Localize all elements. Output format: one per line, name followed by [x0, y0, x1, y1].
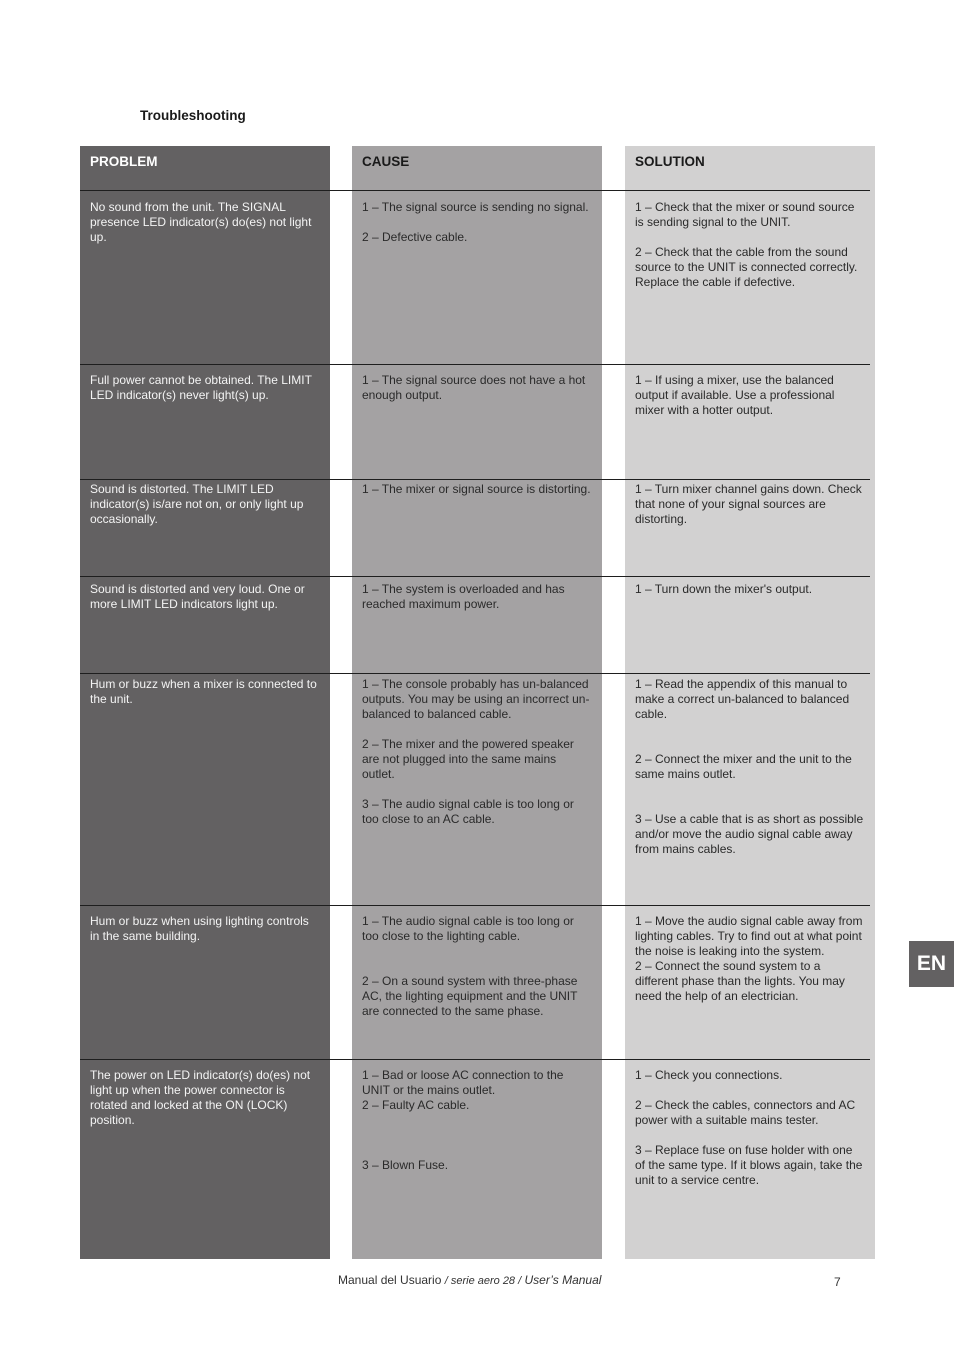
row-divider	[330, 190, 602, 191]
solution-cell	[625, 373, 875, 418]
solution-cell	[625, 582, 875, 597]
row-divider	[330, 364, 602, 365]
row-divider	[80, 673, 330, 674]
row-divider	[80, 364, 330, 365]
problem-column	[80, 146, 330, 1259]
solution-text: 1 – Turn mixer channel gains down. Check that none of your signal sources are distorting.	[635, 482, 862, 526]
cause-column	[352, 146, 602, 1259]
problem-cell	[80, 914, 330, 944]
problem-text: No sound from the unit. The SIGNAL presence LED indicator(s) do(es) not light up.	[90, 200, 312, 244]
solution-column	[625, 146, 875, 1259]
cause-text: 1 – The console probably has un-balanced outputs. You may be using an incorrect un-balanced to balanced cable. 2 – The mixer and the powered speaker are not plugged into the same mains outlet. 3 – The audio signal cable is too long or too close to an AC cable.	[362, 677, 590, 826]
row-divider	[330, 905, 602, 906]
footer	[338, 1273, 601, 1287]
row-divider	[602, 576, 870, 577]
row-divider	[80, 905, 330, 906]
row-divider	[80, 190, 330, 191]
page-number: 7	[834, 1275, 841, 1289]
cause-text: 1 – The signal source is sending no signal. 2 – Defective cable.	[362, 200, 589, 244]
solution-header: SOLUTION	[635, 154, 705, 169]
problem-cell	[80, 200, 330, 245]
cause-cell	[352, 1068, 602, 1173]
row-divider	[602, 479, 870, 480]
problem-cell	[80, 677, 330, 707]
problem-text: Sound is distorted. The LIMIT LED indicator(s) is/are not on, or only light up occasionally.	[90, 482, 304, 526]
problem-cell	[80, 582, 330, 612]
row-divider	[80, 576, 330, 577]
row-divider	[330, 1059, 602, 1060]
row-divider	[330, 673, 602, 674]
cause-cell	[352, 914, 602, 1019]
problem-header: PROBLEM	[90, 154, 158, 169]
row-divider	[80, 1059, 330, 1060]
solution-text: 1 – Turn down the mixer's output.	[635, 582, 813, 596]
page-title: Troubleshooting	[140, 108, 246, 123]
row-divider	[602, 364, 870, 365]
cause-text: 1 – Bad or loose AC connection to the UNIT or the mains outlet. 2 – Faulty AC cable. 3 – Blown Fuse.	[362, 1068, 564, 1172]
problem-text: The power on LED indicator(s) do(es) not light up when the power connector is rotated and locked at the ON (LOCK) position.	[90, 1068, 311, 1127]
problem-text: Full power cannot be obtained. The LIMIT LED indicator(s) never light(s) up.	[90, 373, 312, 402]
row-divider	[330, 576, 602, 577]
cause-cell	[352, 582, 602, 612]
solution-cell	[625, 677, 875, 857]
solution-cell	[625, 200, 875, 290]
solution-cell	[625, 914, 875, 1004]
cause-text: 1 – The signal source does not have a hot enough output.	[362, 373, 586, 402]
footer-series: / serie aero 28 /	[444, 1275, 522, 1287]
cause-cell	[352, 200, 602, 245]
cause-text: 1 – The mixer or signal source is distorting.	[362, 482, 591, 496]
row-divider	[330, 479, 602, 480]
problem-text: Hum or buzz when a mixer is connected to the unit.	[90, 677, 317, 706]
cause-text: 1 – The system is overloaded and has reached maximum power.	[362, 582, 565, 611]
row-divider	[602, 190, 870, 191]
problem-text: Hum or buzz when using lighting controls in the same building.	[90, 914, 309, 943]
cause-header: CAUSE	[362, 154, 410, 169]
solution-text: 1 – If using a mixer, use the balanced output if available. Use a professional mixer with a hotter output.	[635, 373, 835, 417]
solution-text: 1 – Move the audio signal cable away from lighting cables. Try to find out at what point the noise is leaking into the system. 2 – Connect the sound system to a different phase than the lights. You may need the help of an electrician.	[635, 914, 863, 1003]
footer-manual-es: Manual del Usuario	[338, 1273, 442, 1287]
solution-cell	[625, 482, 875, 527]
cause-cell	[352, 373, 602, 403]
solution-text: 1 – Read the appendix of this manual to make a correct un-balanced to balanced cable. 2 – Connect the mixer and the unit to the same mains outlet. 3 – Use a cable that is as short as possible and/or move the audio signal cable away from mains cables.	[635, 677, 864, 856]
language-tab-en: EN	[909, 941, 954, 987]
problem-cell	[80, 1068, 330, 1128]
problem-cell	[80, 373, 330, 403]
cause-cell	[352, 482, 602, 497]
row-divider	[602, 1059, 870, 1060]
solution-cell	[625, 1068, 875, 1188]
row-divider	[602, 905, 870, 906]
cause-text: 1 – The audio signal cable is too long or too close to the lighting cable. 2 – On a sound system with three-phase AC, the lighting equipment and the UNIT are connected to the same phase.	[362, 914, 578, 1018]
solution-text: 1 – Check you connections. 2 – Check the cables, connectors and AC power with a suitable mains tester. 3 – Replace fuse on fuse holder with one of the same type. If it blows again, take the unit to a service centre.	[635, 1068, 863, 1187]
row-divider	[602, 673, 870, 674]
problem-cell	[80, 482, 330, 527]
cause-cell	[352, 677, 602, 827]
row-divider	[80, 479, 330, 480]
solution-text: 1 – Check that the mixer or sound source is sending signal to the UNIT. 2 – Check that the cable from the sound source to the UNIT is connected correctly. Replace the cable if defective.	[635, 200, 858, 289]
problem-text: Sound is distorted and very loud. One or more LIMIT LED indicators light up.	[90, 582, 305, 611]
footer-manual-en: User’s Manual	[524, 1273, 602, 1287]
